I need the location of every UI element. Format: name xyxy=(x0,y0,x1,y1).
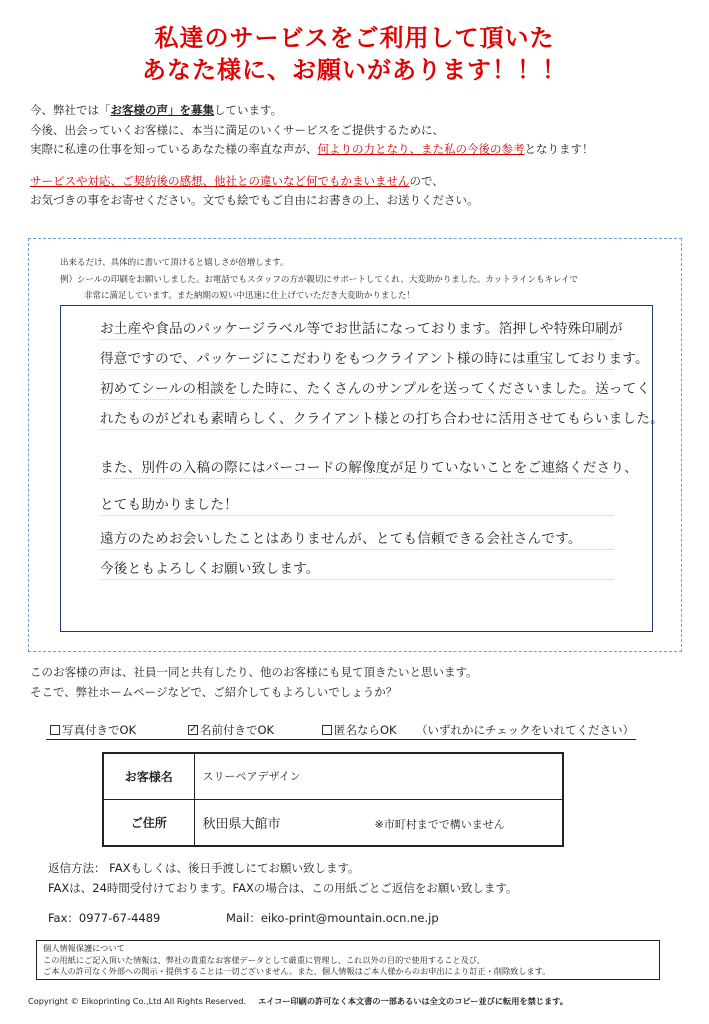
page-title-line1: 私達のサービスをご利用して頂いた xyxy=(154,24,555,52)
privacy-body-2: ご本人の許可なく外部への開示・提供することは一切ございません。また、個人情報はご本人様からのお申出により訂正・削除致します。 xyxy=(43,966,551,976)
consent-line-2: そこで、弊社ホームページなどで、ご紹介してもよろしいでしょうか？ xyxy=(30,685,398,699)
copyright-footer xyxy=(28,996,568,1007)
voice-line: れたものがどれも素晴らしく、クライアント様との打ち合わせに活用させてもらいました。 xyxy=(100,408,613,430)
fax-number: Fax：0977-67-4489 xyxy=(48,911,161,925)
anon-ok-label: 匿名ならOK xyxy=(334,723,397,737)
voice-line: 得意ですので、パッケージにこだわりをもつクライアント様の時には重宝しております。 xyxy=(100,348,613,370)
voice-line: また、別件の入稿の際にはバーコードの解像度が足りていないことをご連絡くださり、 xyxy=(100,457,613,479)
consent-options xyxy=(46,720,636,740)
intro-line-1 xyxy=(30,100,690,120)
intro-line-2: 今後、出会っていくお客様に、本当に満足のいくサービスをご提供するために、 xyxy=(30,123,444,137)
voice-line: 今後ともよろしくお願い致します。 xyxy=(100,558,613,580)
voice-line: お土産や食品のパッケージラベル等でお世話になっております。箔押しや特殊印刷が xyxy=(100,318,613,340)
hint-line-2: 例）シールの印刷をお願いしました。お電話でもスタッフの方が親切にサポートしてくれ、大変助かりました。カットラインもキレイで xyxy=(60,275,578,285)
name-ok-label: 名前付きでOK xyxy=(200,723,275,737)
name-ok-checkbox[interactable] xyxy=(188,725,198,735)
photo-ok-checkbox[interactable] xyxy=(50,725,60,735)
privacy-title: 個人情報保護について xyxy=(43,943,125,953)
intro-highlight: 何よりの力となり、また私の今後の参考 xyxy=(317,142,525,156)
copyright-text: Copyright © Eikoprinting Co.,Ltd All Rights Reserved. xyxy=(28,996,247,1006)
privacy-notice xyxy=(36,940,660,980)
fax-hours-line: FAXは、24時間受付けております。FAXの場合は、この用紙ごとご返信をお願い致します。 xyxy=(48,881,518,895)
hint-line-1: 出来るだけ、具体的に書いて頂けると嬉しさが倍増します。 xyxy=(60,258,289,268)
voice-line: とても助かりました！ xyxy=(100,494,613,516)
address-label: ご住所 xyxy=(103,799,194,846)
mail-address[interactable]: Mail：eiko-print@mountain.ocn.ne.jp xyxy=(226,911,439,925)
customer-name-value: スリーペアデザイン xyxy=(202,770,301,784)
anon-ok-option[interactable] xyxy=(322,722,397,738)
voice-line: 遠方のためお会いしたことはありませんが、とても信頼できる会社さんです。 xyxy=(100,528,613,550)
consent-line-1: このお客様の声は、社員一同と共有したり、他のお客様にも見て頂きたいと思います。 xyxy=(30,665,478,679)
address-note: ※市町村までで構いません xyxy=(374,817,505,831)
hint-line-3: 非常に満足しています。また納期の短い中迅速に仕上げていただき大変助かりました！ xyxy=(84,291,415,301)
photo-ok-label: 写真付きでOK xyxy=(62,723,137,737)
copy-prohibition-notice: エイコー印刷の許可なく本文書の一部あるいは全文のコピー並びに転用を禁じます。 xyxy=(258,996,568,1006)
intro-line-3 xyxy=(30,139,690,159)
voice-line: 初めてシールの相談をした時に、たくさんのサンプルを送ってくださいました。送ってく xyxy=(100,378,613,400)
photo-ok-option[interactable] xyxy=(50,722,136,738)
intro-line-5: お気づきの事をお寄せください。文でも絵でもご自由にお書きの上、お送りください。 xyxy=(30,193,479,207)
check-instruction: （いずれかにチェックをいれてください） xyxy=(416,723,635,737)
page-title-line2: あなた様に、お願いがあります！！！ xyxy=(142,56,567,84)
intro-text: 今、弊社では「 xyxy=(30,103,111,117)
customer-info-table xyxy=(102,752,564,847)
intro-text: 実際に私達の仕事を知っているあなた様の率直な声が、 xyxy=(30,142,318,156)
reply-method-line: 返信方法： FAXもしくは、後日手渡しにてお願い致します。 xyxy=(48,861,360,875)
customer-name-field[interactable] xyxy=(194,753,563,799)
privacy-body-1: この用紙にご記入頂いた情報は、弊社の貴重なお客様データとして厳重に管理し、これ以外の目的で使用すること及び、 xyxy=(43,954,485,965)
intro-highlight: サービスや対応、ご契約後の感想、他社との違いなど何でもかまいません xyxy=(30,174,410,188)
intro-text: ので、 xyxy=(409,174,444,188)
customer-name-label: お客様名 xyxy=(103,753,194,799)
check-mark-icon: ✓ xyxy=(189,724,198,735)
intro-emphasis: お客様の声」を募集 xyxy=(110,103,214,117)
address-field[interactable] xyxy=(194,799,563,846)
address-value: 秋田県大館市 xyxy=(202,816,281,832)
intro-text: となります！ xyxy=(524,142,594,156)
anon-ok-checkbox[interactable] xyxy=(322,725,332,735)
name-ok-option[interactable] xyxy=(188,722,274,738)
intro-text: しています。 xyxy=(214,103,283,117)
intro-line-4 xyxy=(30,171,690,191)
